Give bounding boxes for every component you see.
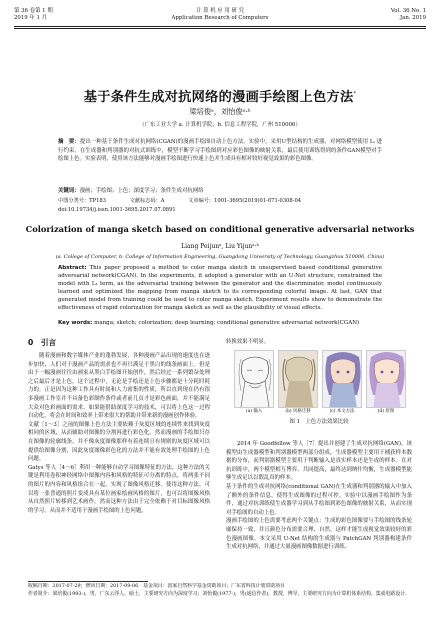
journal-name-en: Application Research of Computers (171, 15, 269, 21)
abstract-cn-label: 摘 要： (58, 139, 80, 145)
volume-en: Vol. 36 No. 1 (390, 8, 426, 14)
doi: doi:10.19734/j.issn.1001-3695.2017.07.0891 (58, 207, 176, 213)
original-image (367, 351, 406, 408)
figure-panel-proposed (322, 350, 362, 408)
figure-1 (232, 350, 406, 426)
figure-panel-style-transfer (278, 350, 318, 408)
document-code: 文献标志码：A (129, 198, 165, 204)
keywords-en-label: Key words: (58, 320, 93, 326)
authors-en: Liang Peijunᵃ, Liu Yijunᵃ·ᵇ (181, 243, 259, 250)
abstract-cn (58, 138, 382, 164)
title-footnote-mark: * (353, 91, 357, 97)
date-en: Jan. 2019 (400, 15, 426, 21)
body-right-continuation: 转换效果不明显。 (226, 339, 270, 345)
footnote: 收稿日期：2017-07-29；修回日期：2017-09-06 基金项目：国家自然科学基金资助项目；广东省科技计划资助项目 作者简介：梁培俊(1993-)，男，广东云浮人，硕士，主要研究方向为深度学习；刘怡俊(1977-)，男(通信作者)，教授，博导，主要研究方向为计算机体系结构、集成电路设计. (28, 583, 407, 597)
subcaption-c: (c) 本文方法 (329, 409, 355, 414)
sketch-image (235, 351, 274, 408)
paper-title-en: Colorization of manga sketch based on conditional generative adversarial networks (25, 224, 415, 234)
volume-issue: 第 36 卷第 1 期 (14, 8, 53, 14)
classification-line (58, 197, 382, 205)
subcaption-d: (d) 原图 (377, 409, 395, 414)
figure-panel-original (366, 350, 406, 408)
clc-number: 中图分类号：TP183 (58, 198, 106, 204)
keywords-cn-text: 漫画；手绘图；上色；深度学习；条件生成对抗网络 (79, 188, 204, 194)
colorized-image (323, 351, 362, 408)
affiliation-en: (a. College of Computer, b. College of Information Engineering, Guangdong University of Technology, Guangzhou 510006, China) (55, 254, 385, 260)
style-transfer-image (279, 351, 318, 408)
body-left-column: 随着漫画和数字媒体产业的蓬勃发展，各种漫画产品出现的速度也在逐步加快，人们对于漫画产品的需求也不再只满足于黑白的线条画面上。但是由于一幅漫画往往由画家从黑白手绘图开始创作，然后经过一系列繁杂处理之后最后才是上色，这个过程中，无论是手绘还是上色步骤都是十分耗时耗力的。正是因为这种工作具有时间和人力密集的性质，所以直到现在仍有很多漫画工作室并不具备色彩制作条件或者前几页才是彩色画面，并不能满足大众对色彩画面的需求。如果能借助深度学习的技术，可以将上色这一过程自动化，将会在时间和效率上带来很大的帮助并带来新的漫画创作体验。 文献［1～3］之前的图像上色方法主要依赖于灰度区域的连续性来找到灰度相同的区域，从而辅助对图像的分割再进行彩色化。然而漫画的手绘图只存在图像的轮廓线条，并不像灰度图像那样有着连续且有规则的灰度区域可以提供给图像分割，因此灰度图像彩色化的方法并不能有效处理手绘图的上色问题。 Gatys 等人［4～6］利用一种能够自动学习图像特征的方法，这种方法的关键是利用卷积神经网络中图像内容和风格的特征可分离的特点，将两张不同的图片的内容和风格组合在一起，实现了图像风格迁移。使用这种方法，可以将一张普通的照片变成具有某位画家绘画风格的图片，也可以将图像风格从自然照片转移到艺术画作。然而这种方法由于完全依赖于对目标图像风格的学习，从而并不适用于漫画手绘图的上色问题。 (28, 353, 210, 514)
body-right-column: 2014 年 Goodfellow 等人［7］提出并创建了生成对抗网络(GAN)，该模型由生成器模型和判别器模型两部分组成，生成器模型主要用于捕获样本数据的分布，而判别器模型主要用于判断输入是真实样本还是生成的样本。在对抗训练中，两个模型相互博弈、共同提高，最终达到纳什均衡，生成器模型能够生成足以以假乱真的样本。 基于条件的生成对抗网络(conditional GAN)在生成器和判别器的输入中加入了额外的条件信息，使得生成图像的过程可控。实验中以漫画手绘图作为条件，通过对抗训练使生成器学习到从手绘图到彩色图像的映射关系，从而实现对手绘图的自动上色。 漫画手绘图的上色需要考虑两个关键点：生成的彩色图像要与手绘图的线条轮廓保持一致，并且颜色分布需要合理、自然，这样才能生成视觉效果较好的彩色漫画图像。本文采用 U-Net 结构的生成器与 PatchGAN 判别器构建条件生成对抗网络，并通过大量漫画图像数据进行训练。 (226, 441, 412, 551)
keywords-en (58, 320, 382, 328)
keywords-cn (58, 187, 382, 195)
subcaption-b: (b) 风格迁移 (285, 409, 311, 414)
header-center (14, 8, 426, 22)
affiliation-cn: （广东工业大学 a. 计算机学院；b. 信息工程学院，广州 510006） (139, 122, 301, 128)
header-right (391, 8, 426, 22)
figure-panel-input (234, 350, 274, 408)
header-rule-thin (14, 28, 426, 29)
title-cn-text: 基于条件生成对抗网络的漫画手绘图上色方法 (83, 90, 354, 105)
keywords-en-text: manga; sketch; colorization; deep learning; conditional generative adversarial network(CGAN) (94, 320, 360, 326)
authors-cn: 梁培俊ᵃ，刘怡俊ᵃ·ᵇ (189, 107, 251, 116)
figure-caption: 图 1 上色方法效果比较 (289, 419, 349, 425)
abstract-en-label: Abstract: (58, 265, 87, 271)
running-header (14, 6, 426, 32)
paper-title-cn (0, 86, 440, 105)
footnote-rule (28, 581, 148, 582)
abstract-en-text: This paper proposed a method to color manga sketch in unsupervised based conditional generative adversarial network(CGAN). In the experiments, it adopted a generator with an U-Net structure, constrained the model with L₁ term, as the adversarial training between the generator and the discriminator, model continuously learned and optimized the mapping from manga sketch to its corresponding colorful image. At last, GAN that generated model from training could be used to color manga sketch. Experiment results show to demonstrate the effectiveness of rapid colorization for manga sketch as well as the plausibility of visual effects. (58, 265, 383, 311)
article-number: 文章编号：1001-3695(2019)01-071-0308-04 (188, 198, 302, 204)
abstract-cn-text: 提出一种基于条件生成对抗网络(CGAN)的漫画手绘图自动上色方法。实验中，采用U型结构的生成器，对网络模型使用 Lₗ 进行约束，在生成器和判别器的对抗式训练中，模型不断学习手绘图到对应彩色图像的映射关系，最后使用训练得到的条件GAN模型对手绘图上色。实验表明，使用该方法能够对漫画手绘图进行快速上色并生成具有相对较好视觉效果的彩色图像。 (58, 139, 382, 163)
abstract-en (58, 265, 382, 312)
keywords-cn-label: 关键词： (58, 188, 80, 194)
subcaption-a: (a) 输入 (245, 409, 263, 414)
journal-name-cn: 计 算 机 应 用 研 究 (195, 8, 245, 14)
header-rule (14, 26, 426, 27)
section-heading-intro: 0 引言 (28, 338, 57, 347)
issue-date: 2019 年 1 月 (14, 15, 48, 21)
